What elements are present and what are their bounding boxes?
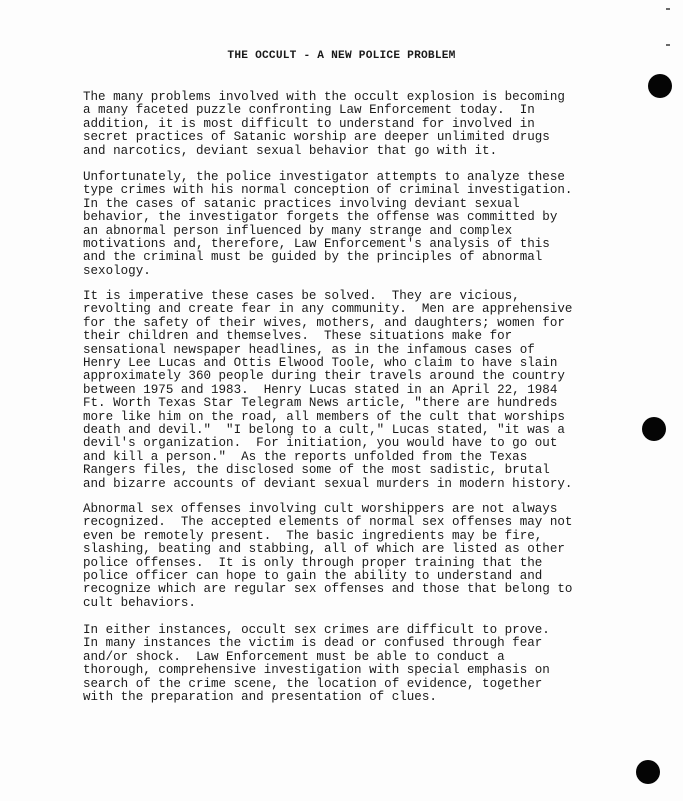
punch-hole-icon: [648, 74, 672, 98]
document-title: THE OCCULT - A NEW POLICE PROBLEM: [227, 50, 456, 62]
paragraph-4: Abnormal sex offenses involving cult worshippers are not always recognized. The accepted elements of normal sex offenses may not even be remotely present. The basic ingredients may be fire, slashing, beating and stabbing, all of which are listed as other police offenses. It is only through proper training that the police officer can hope to gain the ability to understand and recognize which are regular sex offenses and those that belong to cult behaviors.: [83, 502, 573, 610]
scan-edge-mark: [666, 8, 670, 10]
paragraph-2: Unfortunately, the police investigator attempts to analyze these type crimes with his normal conception of criminal investigation. In the cases of satanic practices involving deviant sexual behavior, the investigator forgets the offense was committed by an abnormal person influenced by many strange and complex motivations and, therefore, Law Enforcement's analysis of this and the criminal must be guided by the principles of abnormal sexology.: [83, 170, 573, 278]
scan-edge-mark: [666, 44, 670, 46]
punch-hole-icon: [642, 417, 666, 441]
paragraph-3: It is imperative these cases be solved. They are vicious, revolting and create fear in any community. Men are apprehensive for the safety of their wives, mothers, and daughters; women for their children and themselves. These situations make for sensational newspaper headlines, as in the infamous cases of Henry Lee Lucas and Ottis Elwood Toole, who claim to have slain approximately 360 people during their travels around the country between 1975 and 1983. Henry Lucas stated in an April 22, 1984 Ft. Worth Texas Star Telegram News article, "there are hundreds more like him on the road, all members of the cult that worships death and devil." "I belong to a cult," Lucas stated, "it was a devil's organization. For initiation, you would have to go out and kill a person." As the reports unfolded from the Texas Rangers files, the disclosed some of the most sadistic, brutal and bizarre accounts of deviant sexual murders in modern history.: [83, 289, 573, 491]
paragraph-5: In either instances, occult sex crimes are difficult to prove. In many instances the victim is dead or confused through fear and/or shock. Law Enforcement must be able to conduct a thorough, comprehensive investigation with special emphasis on search of the crime scene, the location of evidence, together with the preparation and presentation of clues.: [83, 623, 550, 705]
punch-hole-icon: [636, 760, 660, 784]
paragraph-1: The many problems involved with the occult explosion is becoming a many faceted puzzle confronting Law Enforcement today. In addition, it is most difficult to understand for involved in secret practices of Satanic worship are deeper unlimited drugs and narcotics, deviant sexual behavior that go with it.: [83, 90, 565, 158]
